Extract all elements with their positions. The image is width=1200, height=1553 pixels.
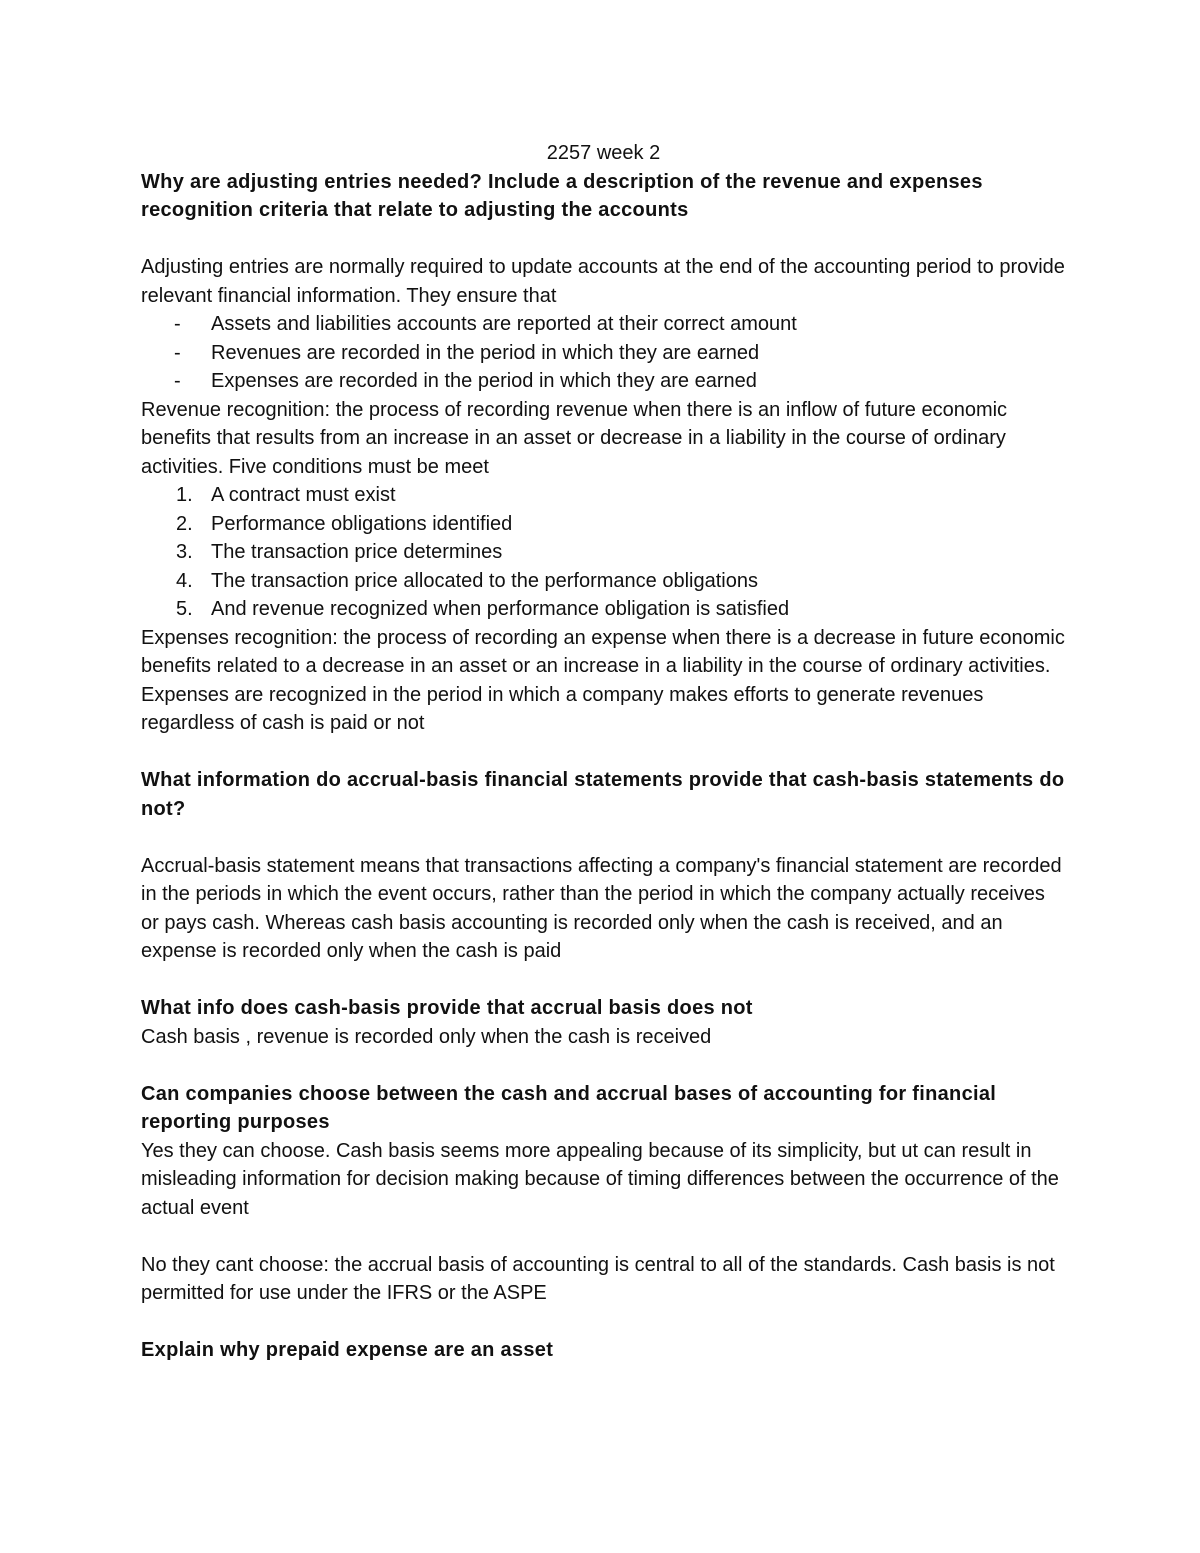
revenue-conditions-list <box>141 481 1066 624</box>
list-item <box>141 367 1066 396</box>
spacer <box>141 1051 1066 1080</box>
list-item-text: The transaction price determines <box>211 541 503 563</box>
dash-marker: - <box>174 313 181 335</box>
list-item-text: Expenses are recorded in the period in which they are earned <box>211 370 757 392</box>
question-prepaid-expense: Explain why prepaid expense are an asset <box>141 1339 554 1361</box>
list-item-text: Assets and liabilities accounts are reported at their correct amount <box>211 313 797 335</box>
answer-accrual-basis: Accrual-basis statement means that transactions affecting a company's financial statement are recorded in the periods in which the event occurs, rather than the period in which the company actually receives or pays cash. Whereas cash basis accounting is recorded only when the cash is received, and an expense is recorded only when the cash is paid <box>141 854 1062 962</box>
list-item-text: And revenue recognized when performance obligation is satisfied <box>211 598 790 620</box>
list-item <box>141 339 1066 368</box>
list-item-text: Performance obligations identified <box>211 512 513 535</box>
list-number: 3. <box>176 541 193 563</box>
spacer <box>141 225 1066 254</box>
list-number: 2. <box>176 512 193 535</box>
list-number: 1. <box>176 484 193 506</box>
spacer <box>141 738 1066 767</box>
list-item <box>141 510 1066 539</box>
dash-marker: - <box>174 370 181 392</box>
answer-adjusting-entries-intro: Adjusting entries are normally required to update accounts at the end of the accounting period to provide relevant financial information. They ensure that <box>141 256 1065 307</box>
question-choose-basis: Can companies choose between the cash and accrual bases of accounting for financial reporting purposes <box>141 1082 997 1133</box>
list-item <box>141 310 1066 339</box>
list-number: 4. <box>176 569 193 592</box>
list-item <box>141 481 1066 510</box>
document-body <box>141 139 1066 1365</box>
question-cash-basis: What info does cash-basis provide that accrual basis does not <box>141 997 753 1019</box>
answer-choose-basis-yes: Yes they can choose. Cash basis seems more appealing because of its simplicity, but ut can result in misleading information for decision making because of timing differences between the occurrence of the actual event <box>141 1139 1059 1219</box>
spacer <box>141 1222 1066 1251</box>
list-item-text: The transaction price allocated to the performance obligations <box>211 569 758 592</box>
answer-choose-basis-no: No they cant choose: the accrual basis of accounting is central to all of the standards. Cash basis is not permitted for use under the IFRS or the ASPE <box>141 1253 1055 1304</box>
list-item <box>141 567 1066 596</box>
list-item <box>141 595 1066 624</box>
dash-marker: - <box>174 341 181 364</box>
document-title: 2257 week 2 <box>546 142 661 164</box>
spacer <box>141 823 1066 852</box>
adjusting-entries-list <box>141 310 1066 396</box>
question-accrual-basis: What information do accrual-basis financial statements provide that cash-basis statements do not? <box>141 769 1065 820</box>
list-item-text: A contract must exist <box>211 484 396 506</box>
spacer <box>141 966 1066 995</box>
question-adjusting-entries: Why are adjusting entries needed? Include a description of the revenue and expenses recognition criteria that relate to adjusting the accounts <box>141 170 983 221</box>
expense-recognition-paragraph: Expenses recognition: the process of recording an expense when there is a decrease in future economic benefits related to a decrease in an asset or an increase in a liability in the course of ordinary activities. Expenses are recognized in the period in which a company makes efforts to generate revenues regardless of cash is paid or not <box>141 626 1065 734</box>
list-number: 5. <box>176 598 193 620</box>
revenue-recognition-paragraph: Revenue recognition: the process of recording revenue when there is an inflow of future economic benefits that results from an increase in an asset or decrease in a liability in the course of ordinary activities. Five conditions must be meet <box>141 398 1008 478</box>
list-item-text: Revenues are recorded in the period in which they are earned <box>211 341 760 364</box>
answer-cash-basis: Cash basis , revenue is recorded only when the cash is received <box>141 1025 712 1048</box>
list-item <box>141 538 1066 567</box>
spacer <box>141 1308 1066 1337</box>
